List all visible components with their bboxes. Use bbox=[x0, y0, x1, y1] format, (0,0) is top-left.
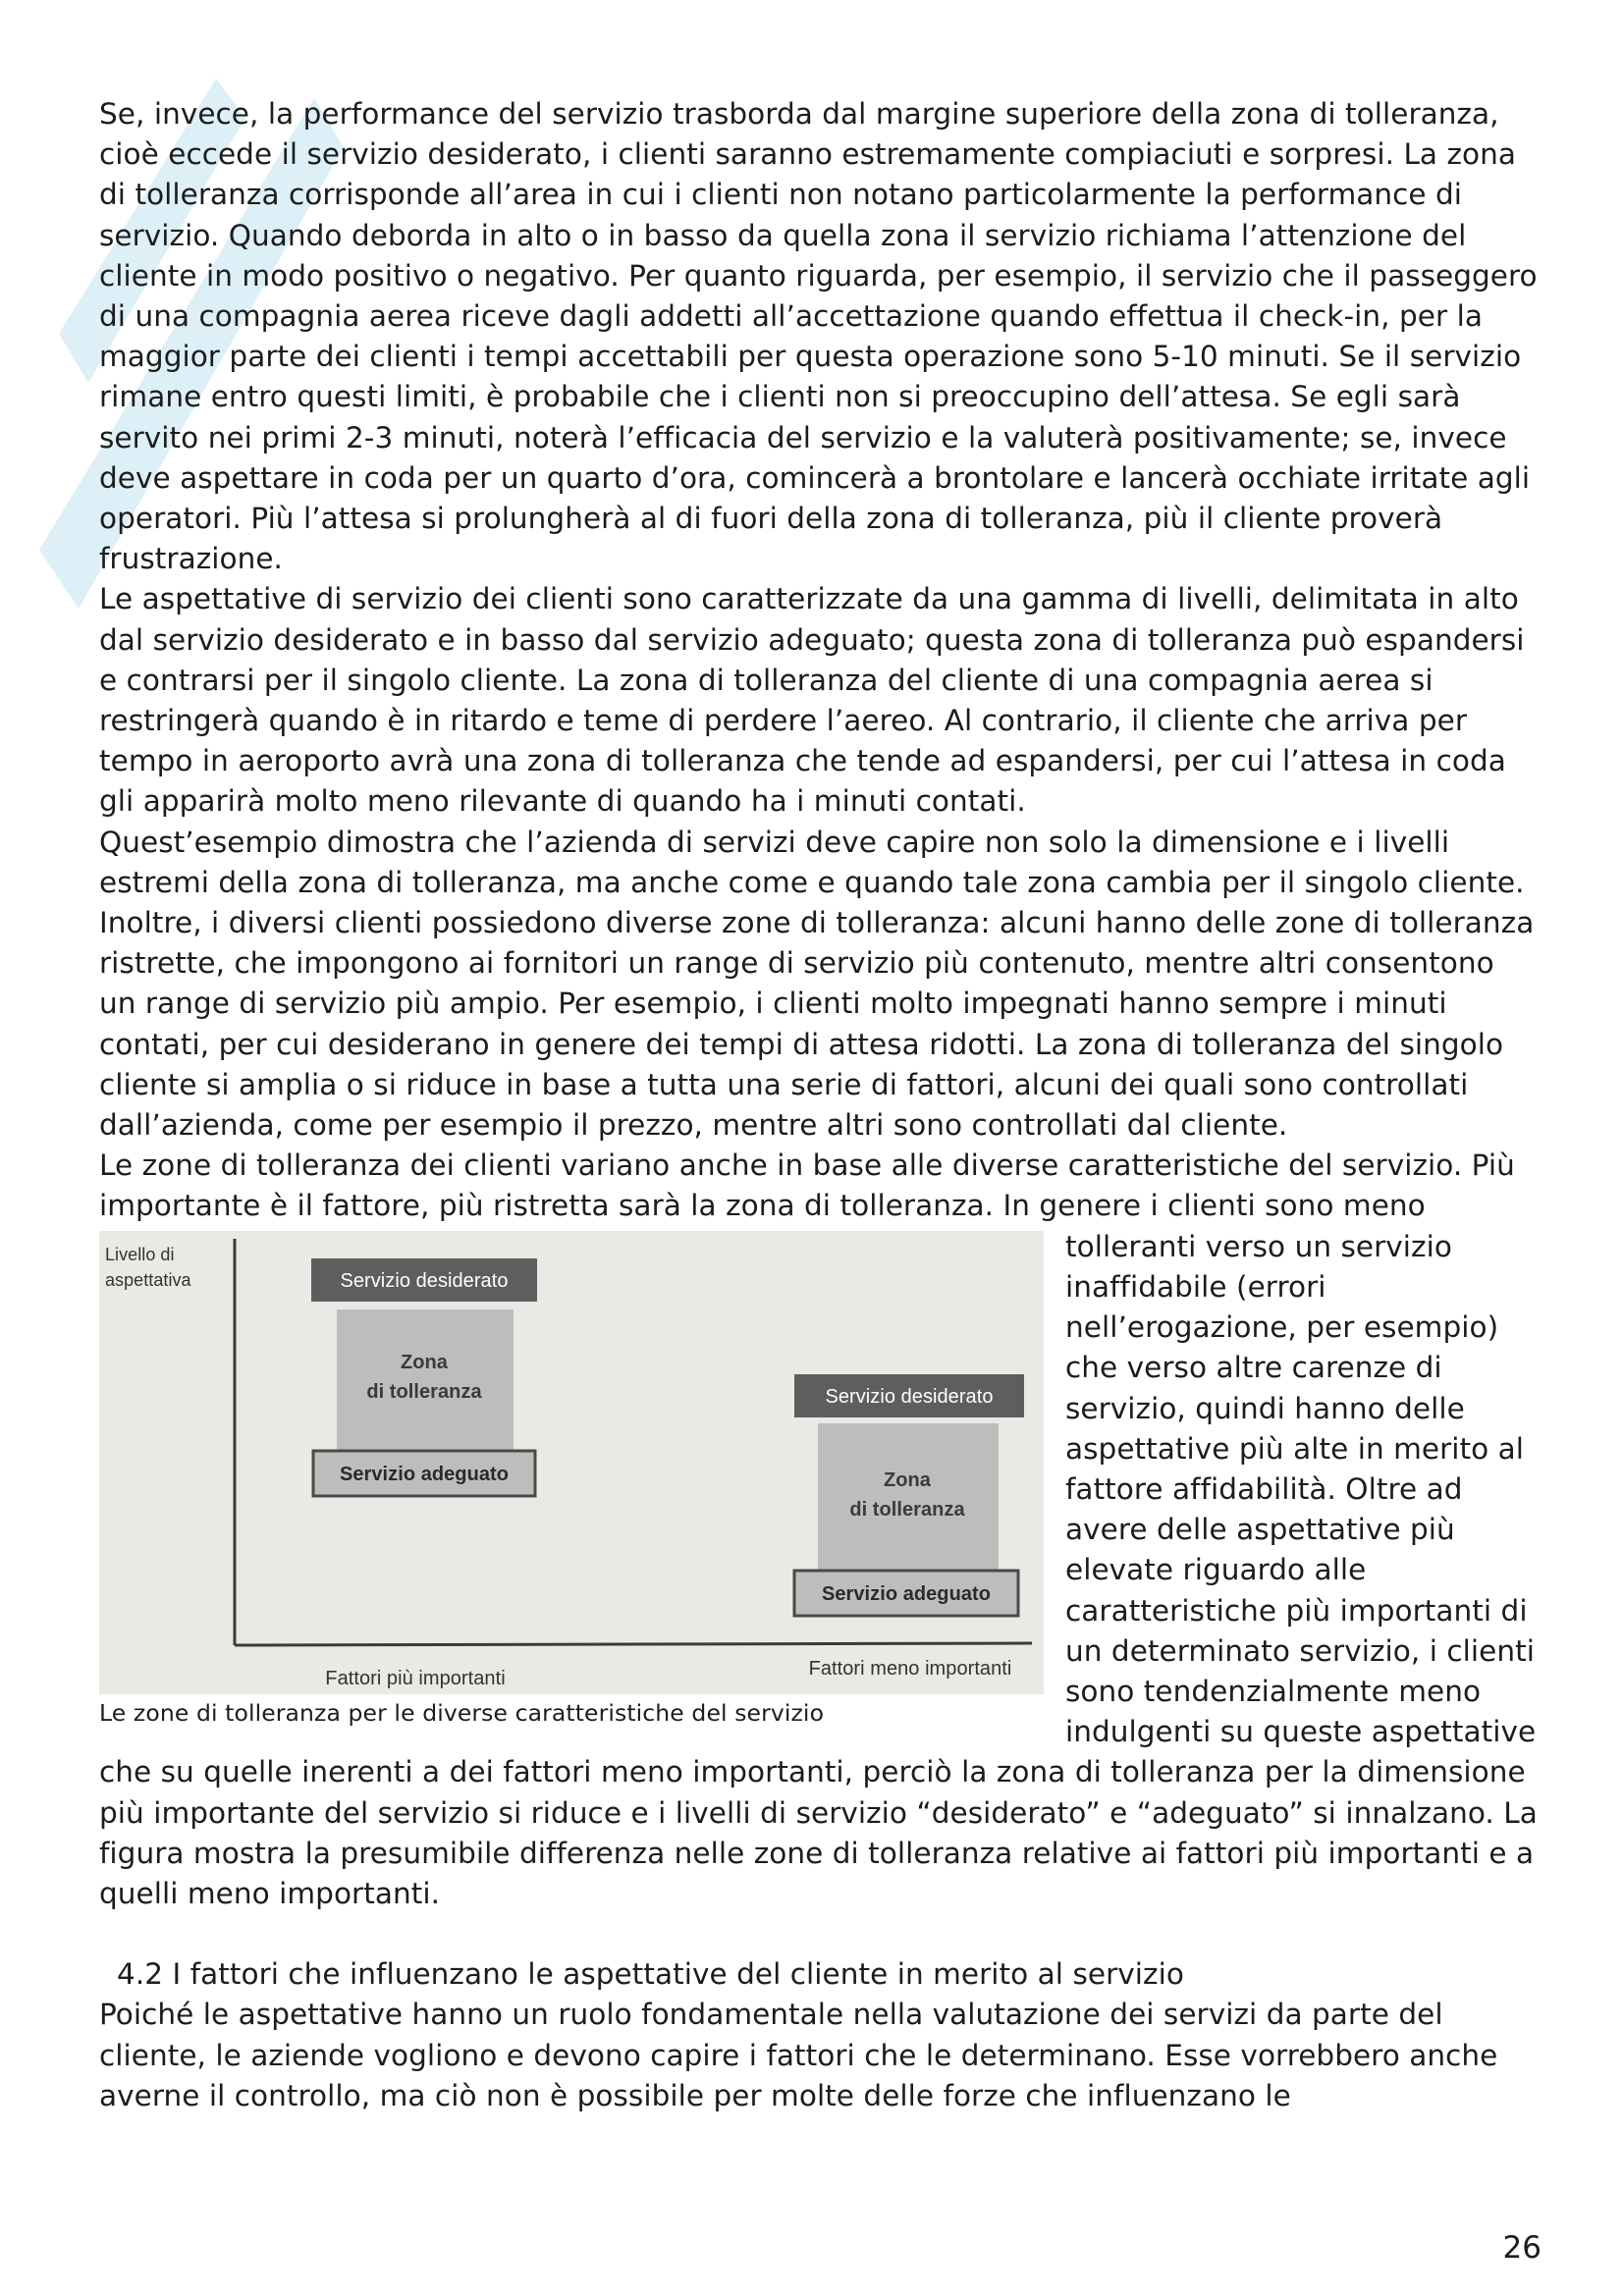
x-category-label: Fattori meno importanti bbox=[808, 1657, 1012, 1680]
x-axis bbox=[235, 1643, 1032, 1645]
adequate-service-label: Servizio adeguato bbox=[821, 1582, 992, 1605]
body-text bbox=[99, 94, 1538, 2116]
paragraph: Le zone di tolleranza dei clienti variano anche in base alle diverse caratteristiche del servizio. Più importante è il fattore, più ristretta sarà la zona di tolleranza. In genere i clienti sono meno bbox=[99, 1148, 1515, 1223]
y-axis-label: Livello di bbox=[105, 1244, 175, 1264]
paragraph: Inoltre, i diversi clienti possiedono diverse zone di tolleranza: alcuni hanno delle zone di tolleranza ristrette, che impongono ai fornitori un range di servizio più contenuto, mentre altri consentono un range di servizio più ampio. Per esempio, i clienti molto impegnati hanno sempre i minuti contati, per cui desiderano in genere dei tempi di attesa ridotti. La zona di tolleranza del singolo cliente si amplia o si riduce in base a tutta una serie di fattori, alcuni dei quali sono controllati dall’azienda, come per esempio il prezzo, mentre altri sono controllati dal cliente. bbox=[99, 906, 1535, 1143]
desired-service-label: Servizio desiderato bbox=[340, 1269, 509, 1292]
adequate-service-label: Servizio adeguato bbox=[339, 1463, 510, 1485]
tolerance-zone-label: di tolleranza bbox=[366, 1380, 482, 1403]
paragraph: Le aspettative di servizio dei clienti sono caratterizzate da una gamma di livelli, delimitata in alto dal servizio desiderato e in basso dal servizio adeguato; questa zona di tolleranza può espandersi e contrarsi per il singolo cliente. La zona di tolleranza del cliente di una compagnia aerea si restringerà quando è in ritardo e teme di perdere l’aereo. Al contrario, il cliente che arriva per tempo in aeroporto avrà una zona di tolleranza che tende ad espandersi, per cui l’attesa in coda gli apparirà molto meno rilevante di quando ha i minuti contati. bbox=[99, 582, 1525, 819]
tolerance-zone-figure bbox=[99, 1231, 1044, 1728]
section-heading: 4.2 I fattori che influenzano le aspettative del cliente in merito al servizio bbox=[117, 1957, 1184, 1992]
x-category-label: Fattori più importanti bbox=[325, 1667, 506, 1689]
paragraph: Poiché le aspettative hanno un ruolo fondamentale nella valutazione dei servizi da parte del cliente, le aziende vogliono e devono capire i fattori che le determinano. Esse vorrebbero anche averne il controllo, ma ciò non è possibile per molte delle forze che influenzano le bbox=[99, 1998, 1498, 2112]
tolerance-zone-label: di tolleranza bbox=[849, 1498, 965, 1521]
y-axis-label: aspettativa bbox=[105, 1269, 191, 1290]
paragraph: Se, invece, la performance del servizio trasborda dal margine superiore della zona di tolleranza, cioè eccede il servizio desiderato, i clienti saranno estremamente compiaciuti e sorpresi. La zona di tolleranza corrisponde all’area in cui i clienti non notano particolarmente la performance di servizio. Quando deborda in alto o in basso da quella zona il servizio richiama l’attenzione del cliente in modo positivo o negativo. Per quanto riguarda, per esempio, il servizio che il passeggero di una compagnia aerea riceve dagli addetti all’accettazione quando effettua il check-in, per la maggior parte dei clienti i tempi accettabili per questa operazione sono 5-10 minuti. Se il servizio rimane entro questi limiti, è probabile che i clienti non si preoccupino dell’attesa. Se egli sarà servito nei primi 2-3 minuti, noterà l’efficacia del servizio e la valuterà positivamente; se, invece deve aspettare in coda per un quarto d’ora, comincerà a brontolare e lancerà occhiate irritate agli operatori. Più l’attesa si prolungherà al di fuori della zona di tolleranza, più il cliente proverà frustrazione. bbox=[99, 97, 1538, 576]
page-number: 26 bbox=[1502, 2230, 1542, 2266]
paragraph: tolleranti verso un servizio inaffidabile (errori nell’erogazione, per esempio) che verso altre carenze di servizio, quindi hanno delle aspettative più alte in merito al fattore affidabilità. Oltre ad avere delle aspettative più elevate riguardo alle caratteristiche più importanti di un determinato servizio, i clienti sono tendenzialmente meno indulgenti su queste aspettative che su quelle inerenti a dei fattori meno importanti, perciò la zona di tolleranza per la dimensione più importante del servizio si riduce e i livelli di servizio “desiderato” e “adeguato” si innalzano. La figura mostra la presumibile differenza nelle zone di tolleranza relative ai fattori più importanti e a quelli meno importanti. bbox=[99, 1229, 1538, 1910]
figure-caption: Le zone di tolleranza per le diverse caratteristiche del servizio bbox=[99, 1698, 825, 1727]
desired-service-label: Servizio desiderato bbox=[825, 1385, 994, 1408]
figure-image bbox=[99, 1231, 1044, 1694]
tolerance-zone-label: Zona bbox=[401, 1351, 448, 1373]
tolerance-zone-diagram bbox=[99, 1231, 1044, 1694]
tolerance-zone-label: Zona bbox=[884, 1468, 931, 1491]
paragraph: Quest’esempio dimostra che l’azienda di servizi deve capire non solo la dimensione e i livelli estremi della zona di tolleranza, ma anche come e quando tale zona cambia per il singolo cliente. bbox=[99, 825, 1525, 899]
